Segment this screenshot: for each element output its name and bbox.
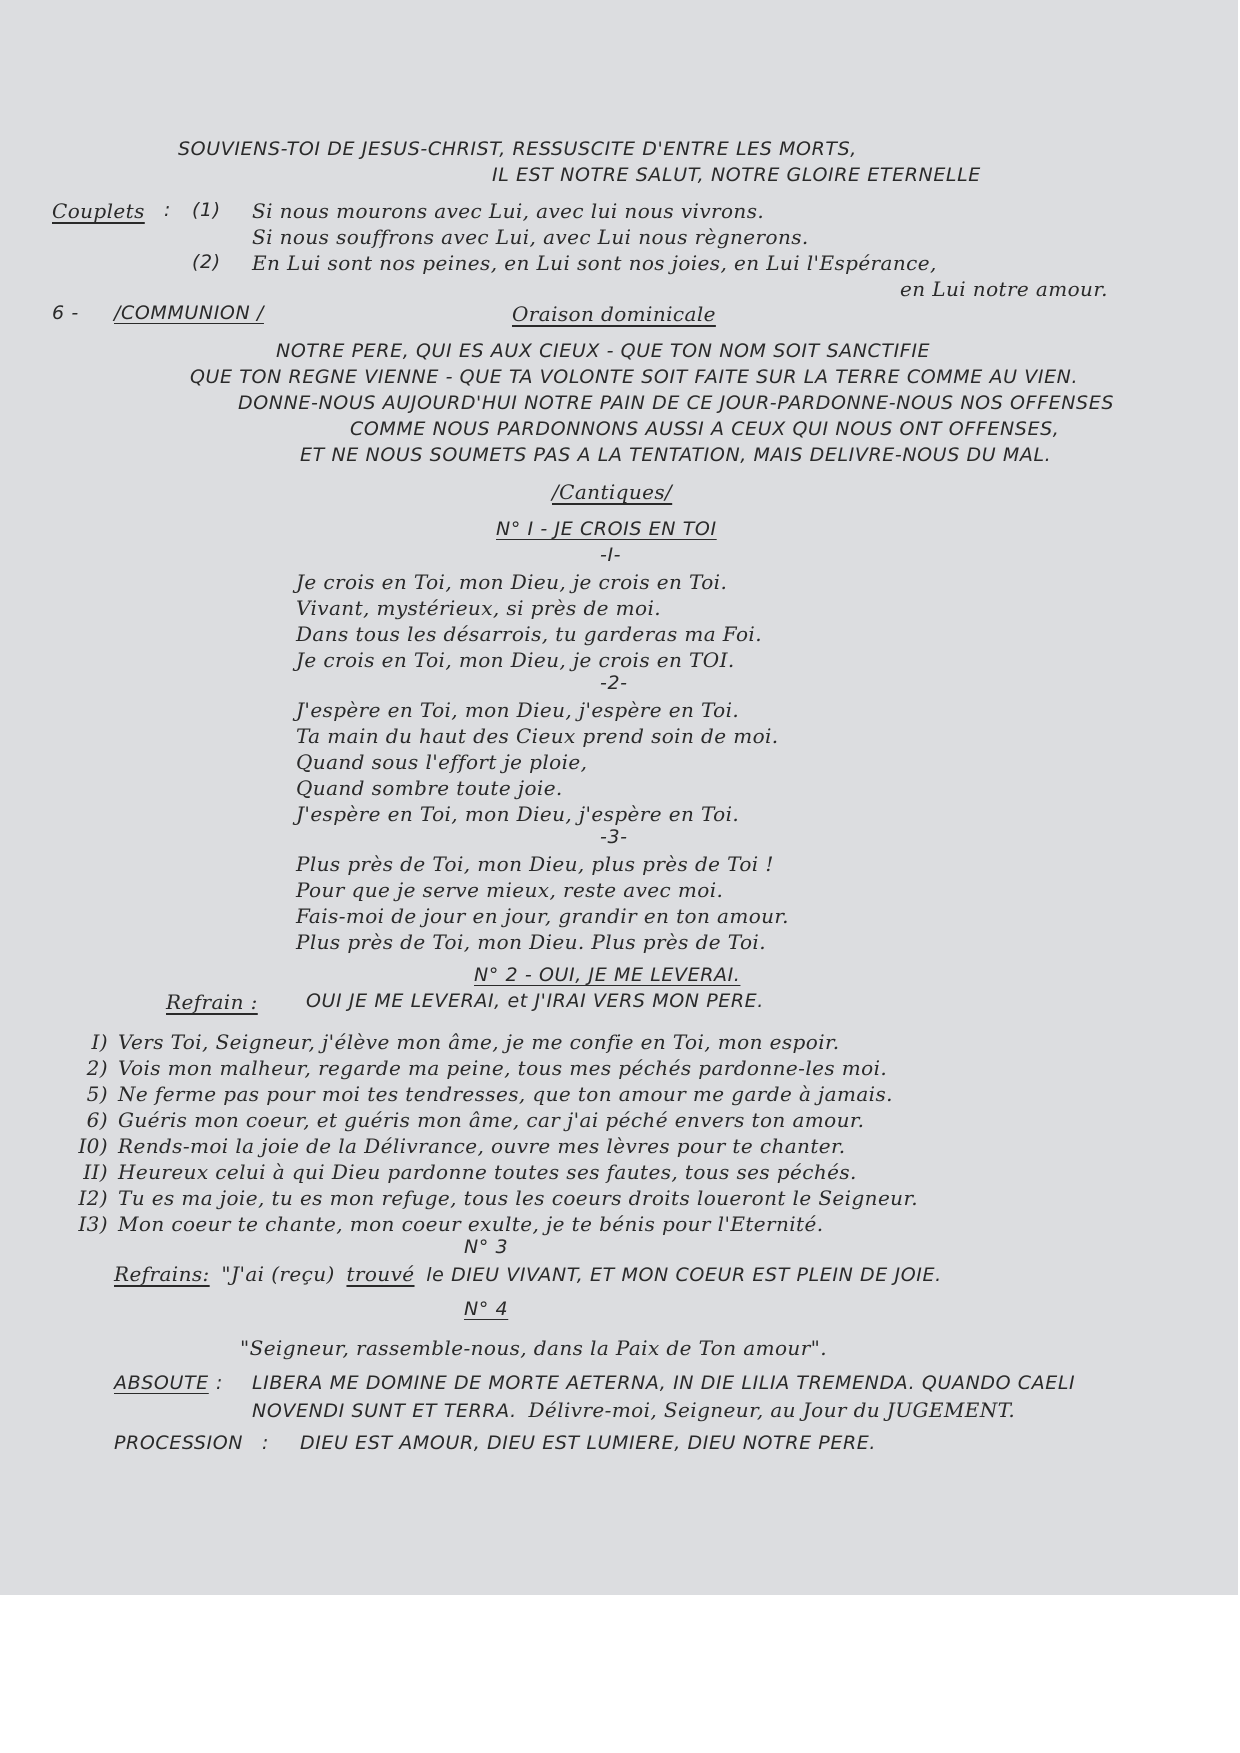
notre-pere-line-3: DONNE-NOUS AUJOURD'HUI NOTRE PAIN DE CE JOUR-PARDONNE-NOUS NOS OFFENSES xyxy=(238,392,1114,414)
psalm-verse-number: 5) xyxy=(86,1082,108,1106)
cantique-1-v1-line-4: Je crois en Toi, mon Dieu, je crois en TOI. xyxy=(296,648,735,672)
psalm-verse xyxy=(62,1108,864,1132)
absoute-label: ABSOUTE xyxy=(114,1372,209,1394)
psalm-verse xyxy=(62,1056,887,1080)
couplets-label: Couplets xyxy=(52,199,145,223)
procession-separator: : xyxy=(262,1432,270,1454)
psalm-verse-text: Vois mon malheur, regarde ma peine, tous mes péchés pardonne-les moi. xyxy=(118,1056,888,1080)
couplet-line-2: Si nous souffrons avec Lui, avec Lui nous règnerons. xyxy=(252,225,809,249)
psalm-verse-text: Vers Toi, Seigneur, j'élève mon âme, je me confie en Toi, mon espoir. xyxy=(118,1030,840,1054)
psalm-verse-number: I) xyxy=(91,1030,108,1054)
procession-label: PROCESSION xyxy=(114,1432,244,1454)
psalm-verse-text: Mon coeur te chante, mon coeur exulte, je te bénis pour l'Eternité. xyxy=(118,1212,824,1236)
psalm-verse-number: I0) xyxy=(78,1134,108,1158)
cantique-1-v1-line-3: Dans tous les désarrois, tu garderas ma Foi. xyxy=(296,622,762,646)
cantique-4-text: "Seigneur, rassemble-nous, dans la Paix de Ton amour". xyxy=(240,1336,828,1360)
couplet-line-1: Si nous mourons avec Lui, avec lui nous vivrons. xyxy=(252,199,765,223)
psalm-verse-number: 2) xyxy=(86,1056,108,1080)
cantique-1-v1-line-2: Vivant, mystérieux, si près de moi. xyxy=(296,596,662,620)
cantique-1-v2-line-4: Quand sombre toute joie. xyxy=(296,776,563,800)
psalm-verse xyxy=(62,1212,823,1236)
psalm-verse-text: Rends-moi la joie de la Délivrance, ouvre mes lèvres pour te chanter. xyxy=(118,1134,846,1158)
psalm-verse xyxy=(62,1160,857,1184)
acclamation-line-2: IL EST NOTRE SALUT, NOTRE GLOIRE ETERNELLE xyxy=(492,164,981,186)
refrains-text-b: trouvé xyxy=(346,1262,415,1286)
notre-pere-line-2: QUE TON REGNE VIENNE - QUE TA VOLONTE SOIT FAITE SUR LA TERRE COMME AU VIEN. xyxy=(190,366,1079,388)
psalm-verse xyxy=(62,1186,918,1210)
psalm-verse-number: II) xyxy=(83,1160,108,1184)
couplet-line-4: en Lui notre amour. xyxy=(900,277,1108,301)
cantique-3-title: N° 3 xyxy=(464,1236,509,1258)
psalm-verse xyxy=(62,1082,893,1106)
couplet-number-1: (1) xyxy=(192,199,221,221)
cantique-1-verse-3-label: -3- xyxy=(600,826,628,848)
psalm-verse-number: 6) xyxy=(86,1108,108,1132)
section-number: 6 - xyxy=(52,302,79,324)
absoute-line-2-latin: NOVENDI SUNT ET TERRA. xyxy=(252,1400,517,1422)
psalm-verse-text: Heureux celui à qui Dieu pardonne toutes ses fautes, tous ses péchés. xyxy=(118,1160,857,1184)
psalm-verse-text: Tu es ma joie, tu es mon refuge, tous les coeurs droits loueront le Seigneur. xyxy=(118,1186,918,1210)
refrains-text-c: le DIEU VIVANT, ET MON COEUR EST PLEIN DE JOIE. xyxy=(426,1264,942,1286)
cantiques-heading: /Cantiques/ xyxy=(552,480,673,504)
couplet-number-2: (2) xyxy=(192,251,221,273)
absoute-line-2 xyxy=(252,1398,1015,1422)
absoute-line-1: LIBERA ME DOMINE DE MORTE AETERNA, IN DIE LILIA TREMENDA. QUANDO CAELI xyxy=(252,1372,1076,1394)
cantique-1-v3-line-2: Pour que je serve mieux, reste avec moi. xyxy=(296,878,724,902)
cantique-1-verse-2-label: -2- xyxy=(600,672,628,694)
psalm-verse-number: I2) xyxy=(78,1186,108,1210)
refrain-text: OUI JE ME LEVERAI, et J'IRAI VERS MON PERE. xyxy=(306,990,764,1012)
cantique-1-v3-line-1: Plus près de Toi, mon Dieu, plus près de Toi ! xyxy=(296,852,774,876)
oraison-title: Oraison dominicale xyxy=(512,302,716,326)
refrains-text-a: "J'ai (reçu) xyxy=(221,1262,335,1286)
cantique-4-title: N° 4 xyxy=(464,1298,509,1320)
psalm-verse-text: Ne ferme pas pour moi tes tendresses, que ton amour me garde à jamais. xyxy=(118,1082,893,1106)
notre-pere-line-5: ET NE NOUS SOUMETS PAS A LA TENTATION, MAIS DELIVRE-NOUS DU MAL. xyxy=(300,444,1052,466)
notre-pere-line-4: COMME NOUS PARDONNONS AUSSI A CEUX QUI NOUS ONT OFFENSES, xyxy=(350,418,1060,440)
procession-text: DIEU EST AMOUR, DIEU EST LUMIERE, DIEU NOTRE PERE. xyxy=(300,1432,877,1454)
absoute-separator: : xyxy=(216,1372,224,1394)
refrains-label: Refrains: xyxy=(114,1262,210,1286)
cantique-1-v2-line-2: Ta main du haut des Cieux prend soin de moi. xyxy=(296,724,779,748)
couplets-separator: : xyxy=(164,199,172,221)
acclamation-line-1: SOUVIENS-TOI DE JESUS-CHRIST, RESSUSCITE D'ENTRE LES MORTS, xyxy=(178,138,857,160)
psalm-verse xyxy=(62,1030,840,1054)
cantique-1-v3-line-3: Fais-moi de jour en jour, grandir en ton amour. xyxy=(296,904,789,928)
communion-label: /COMMUNION / xyxy=(114,302,264,324)
couplet-line-3: En Lui sont nos peines, en Lui sont nos joies, en Lui l'Espérance, xyxy=(252,251,937,275)
absoute-line-2-french: Délivre-moi, Seigneur, au Jour du JUGEMENT. xyxy=(528,1398,1016,1422)
cantique-2-title: N° 2 - OUI, JE ME LEVERAI. xyxy=(474,964,741,986)
psalm-verse-text: Guéris mon coeur, et guéris mon âme, car j'ai péché envers ton amour. xyxy=(118,1108,865,1132)
notre-pere-line-1: NOTRE PERE, QUI ES AUX CIEUX - QUE TON NOM SOIT SANCTIFIE xyxy=(276,340,931,362)
scan-margin xyxy=(0,1595,1240,1753)
cantique-1-v1-line-1: Je crois en Toi, mon Dieu, je crois en Toi. xyxy=(296,570,728,594)
cantique-1-verse-1-label: -I- xyxy=(600,544,622,566)
refrains-line xyxy=(114,1262,942,1286)
refrain-label: Refrain : xyxy=(166,990,258,1014)
cantique-1-title: N° I - JE CROIS EN TOI xyxy=(496,518,717,540)
cantique-1-v2-line-3: Quand sous l'effort je ploie, xyxy=(296,750,588,774)
psalm-verse xyxy=(62,1134,846,1158)
cantique-1-v2-line-5: J'espère en Toi, mon Dieu, j'espère en Toi. xyxy=(296,802,740,826)
cantique-1-v3-line-4: Plus près de Toi, mon Dieu. Plus près de Toi. xyxy=(296,930,766,954)
cantique-1-v2-line-1: J'espère en Toi, mon Dieu, j'espère en Toi. xyxy=(296,698,740,722)
psalm-verse-number: I3) xyxy=(78,1212,108,1236)
